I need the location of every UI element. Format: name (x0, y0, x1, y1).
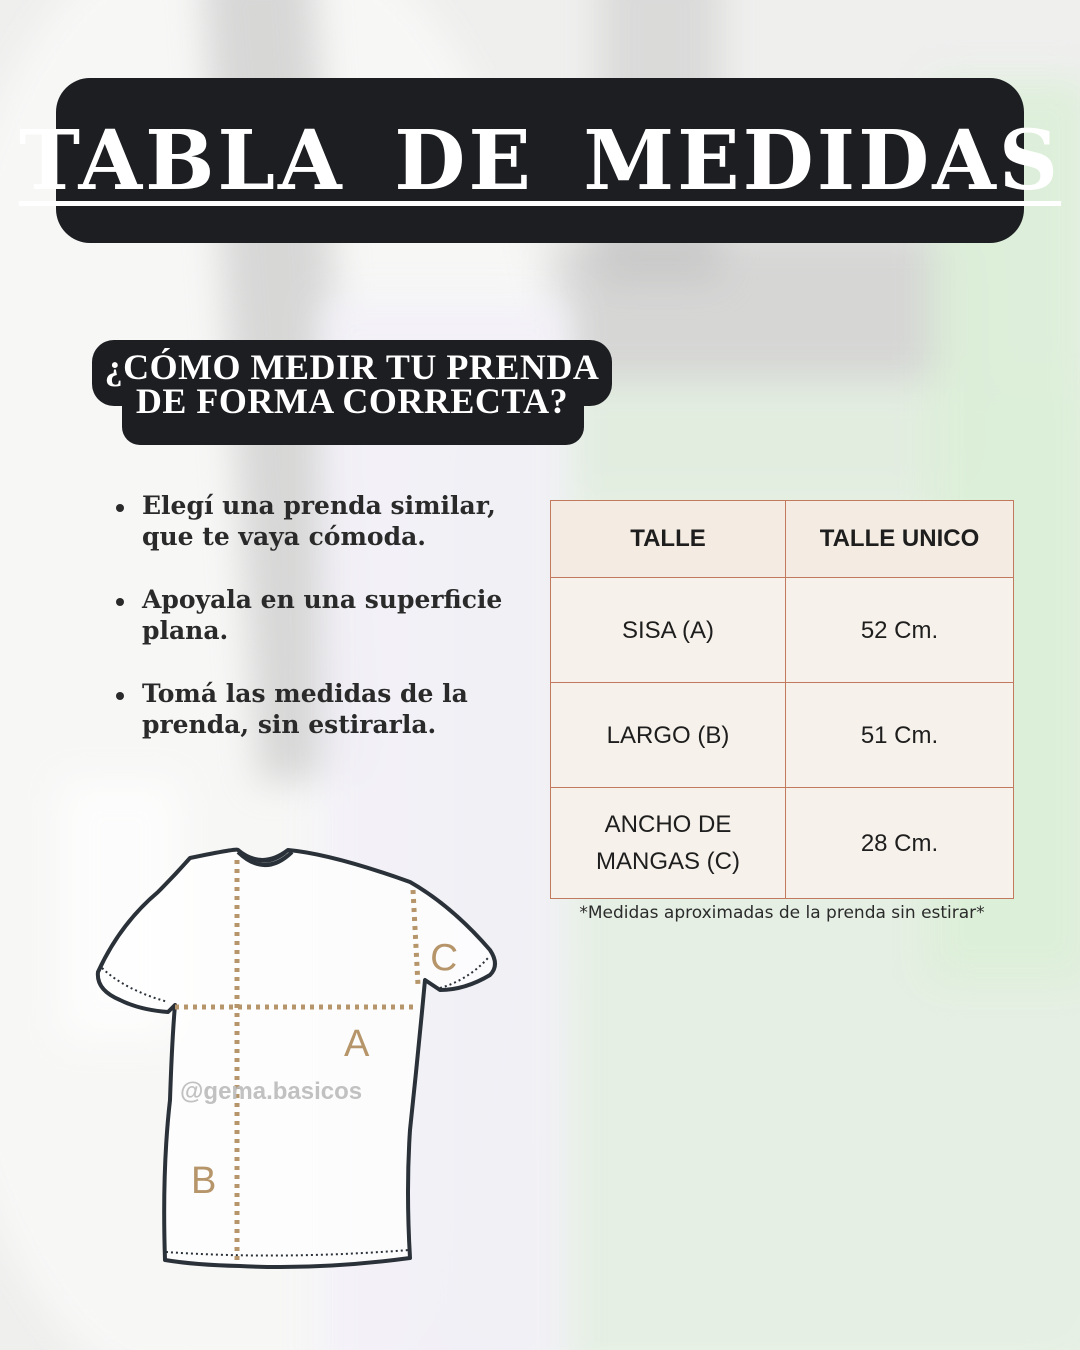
disclaimer-note: *Medidas aproximadas de la prenda sin estirar* (579, 903, 985, 923)
title-banner (18, 78, 1062, 243)
watermark-handle: @gema.basicos (180, 1078, 363, 1105)
size-table (550, 500, 1014, 899)
instruction-item: Elegí una prenda similar, que te vaya cómoda. (110, 490, 510, 552)
subtitle-line-2: DE FORMA CORRECTA? (135, 381, 569, 421)
instruction-item: Apoyala en una superficie plana. (110, 584, 510, 646)
row-label-line-2: MANGAS (C) (596, 848, 740, 875)
header-talle-unico: TALLE UNICO (786, 501, 1014, 578)
instruction-item: Tomá las medidas de la prenda, sin estirarla. (110, 678, 510, 740)
subtitle-line-1: ¿CÓMO MEDIR TU PRENDA (104, 347, 600, 387)
instructions-list (110, 490, 510, 772)
table-row (551, 578, 1014, 683)
tshirt-outline-icon (98, 850, 495, 1267)
table-row (551, 683, 1014, 788)
table-row (551, 788, 1014, 899)
header-talle: TALLE (551, 501, 786, 578)
row-label-ancho-mangas (551, 788, 786, 899)
subtitle (92, 347, 612, 421)
label-b: B (191, 1160, 217, 1202)
page-title: TABLA DE MEDIDAS (18, 112, 1062, 209)
label-c: C (428, 936, 460, 981)
row-value-sisa: 52 Cm. (786, 578, 1014, 683)
row-label-largo: LARGO (B) (551, 683, 786, 788)
label-a: A (344, 1023, 370, 1065)
row-value-ancho-mangas: 28 Cm. (786, 788, 1014, 899)
row-label-sisa: SISA (A) (551, 578, 786, 683)
row-label-line-1: ANCHO DE (604, 811, 732, 838)
row-value-largo: 51 Cm. (786, 683, 1014, 788)
tshirt-measure-diagram (80, 840, 520, 1280)
